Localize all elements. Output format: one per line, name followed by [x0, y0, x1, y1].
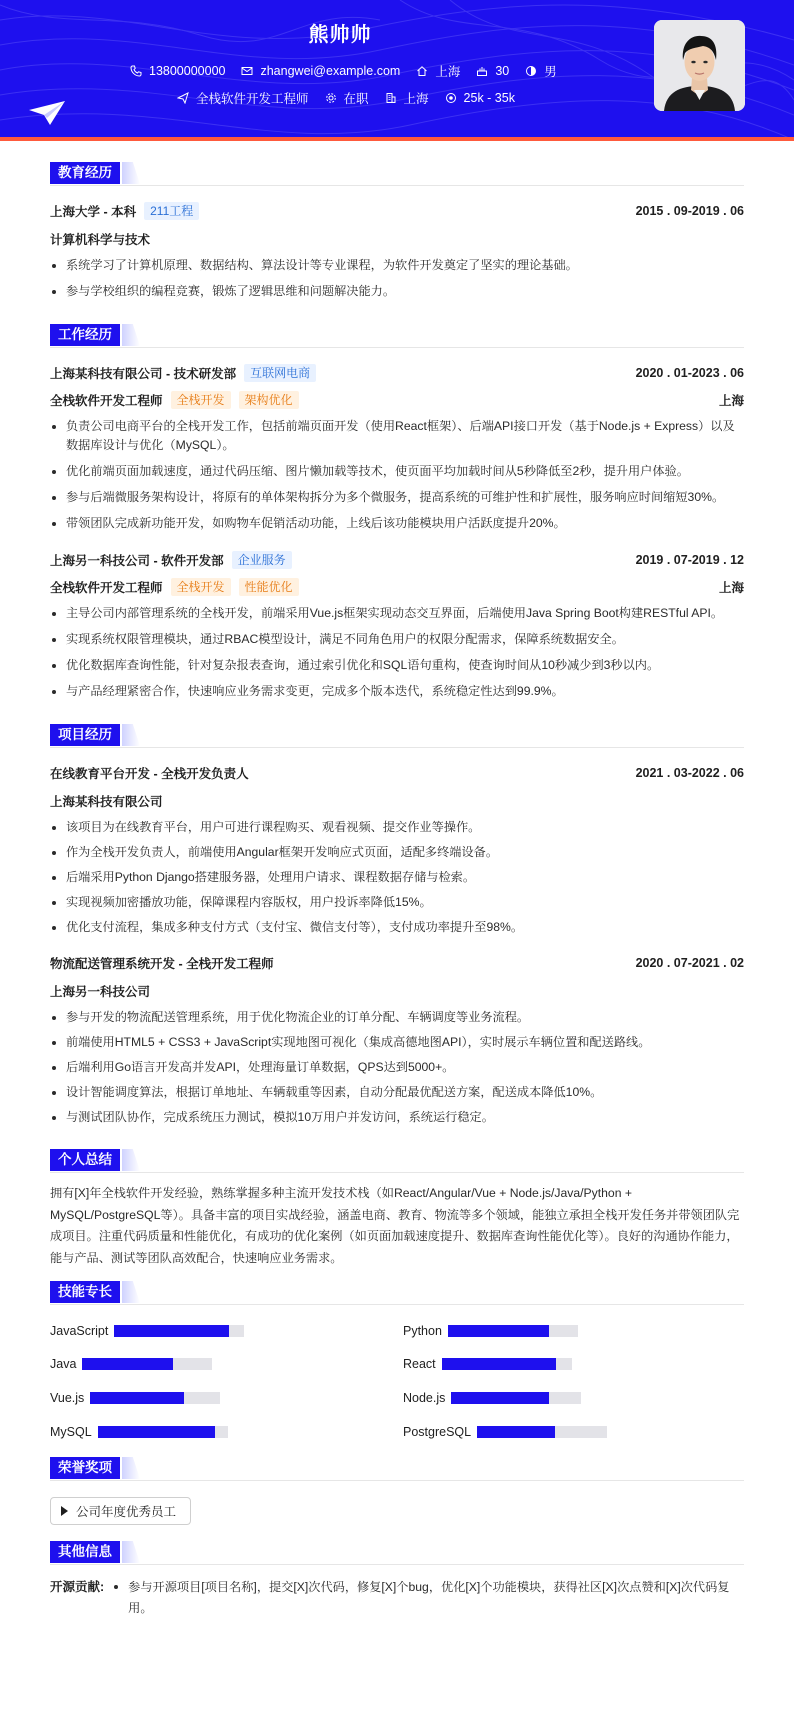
skill-bar-fill	[448, 1325, 549, 1337]
skill-bar-fill	[451, 1392, 549, 1404]
list-item: 后端利用Go语言开发高并发API，处理海量订单数据，QPS达到5000+。	[50, 1058, 744, 1077]
project-company: 上海另一科技公司	[50, 985, 151, 999]
section-title-label: 其他信息	[50, 1541, 120, 1563]
skill-name: Java	[50, 1357, 77, 1371]
resume-body	[50, 162, 744, 1619]
skill-tag: 全栈开发	[171, 391, 231, 409]
status-text: 在职	[343, 92, 369, 106]
contact-info-row	[130, 62, 573, 80]
skill-item	[403, 1424, 607, 1440]
award-name: 公司年度优秀员工	[76, 1505, 177, 1519]
list-item: 主导公司内部管理系统的全栈开发，前端采用Vue.js框架实现动态交互界面，后端使用Java Spring Boot构建RESTful API。	[50, 604, 744, 623]
section-title-projects	[50, 724, 744, 748]
list-item: 参与学校组织的编程竞赛，锻炼了逻辑思维和问题解决能力。	[50, 282, 744, 301]
email-item	[241, 64, 400, 78]
section-title-work	[50, 324, 744, 348]
skill-name: JavaScript	[50, 1324, 109, 1338]
section-title-decoration	[122, 1149, 140, 1171]
gender-icon	[525, 65, 537, 77]
list-item: 优化支付流程，集成多种支付方式（支付宝、微信支付等），支付成功率提升至98%。	[50, 918, 744, 937]
header-accent-line	[0, 137, 794, 141]
education-bullets	[50, 256, 744, 301]
resume-header	[0, 0, 794, 141]
skill-item	[50, 1356, 212, 1372]
work-city-text: 上海	[403, 92, 429, 106]
section-title-decoration	[122, 1457, 140, 1479]
education-header-row	[50, 202, 744, 220]
age-item	[476, 64, 509, 78]
skill-item	[50, 1390, 220, 1406]
section-title-label: 教育经历	[50, 162, 120, 184]
list-item: 作为全栈开发负责人，前端使用Angular框架开发响应式页面，适配多终端设备。	[50, 843, 744, 862]
work-role-row	[50, 391, 744, 409]
skill-name: Node.js	[403, 1391, 446, 1405]
project-header-row	[50, 764, 744, 782]
section-title-skills	[50, 1281, 744, 1305]
section-title-decoration	[122, 1541, 140, 1563]
skill-item	[403, 1390, 581, 1406]
project-company: 上海某科技有限公司	[50, 795, 163, 809]
work-header-row	[50, 364, 744, 382]
skill-item	[403, 1323, 578, 1339]
caret-right-icon	[61, 1506, 68, 1516]
avatar-photo	[654, 20, 745, 111]
list-item: 后端采用Python Django搭建服务器，处理用户请求、课程数据存储与检索。	[50, 868, 744, 887]
gender-text: 男	[544, 65, 557, 79]
project-date: 2021 . 03-2022 . 06	[635, 766, 744, 780]
list-item: 参与后端微服务架构设计，将原有的单体架构拆分为多个微服务，提高系统的可维护性和扩展性，服务响应时间缩短30%。	[50, 488, 744, 507]
open-source-row	[50, 1577, 744, 1619]
project-name: 物流配送管理系统开发 - 全栈开发工程师	[50, 957, 274, 971]
section-title-other	[50, 1541, 744, 1565]
skill-item	[50, 1323, 244, 1339]
list-item: 与测试团队协作，完成系统压力测试，模拟10万用户并发访问，系统运行稳定。	[50, 1108, 744, 1127]
city-text: 上海	[435, 65, 461, 79]
open-source-label: 开源贡献:	[50, 1580, 105, 1594]
phone-item	[130, 64, 225, 78]
paper-plane-icon	[28, 100, 66, 126]
skill-tag: 全栈开发	[171, 578, 231, 596]
list-item: 实现系统权限管理模块，通过RBAC模型设计，满足不同角色用户的权限分配需求，保障系统数据安全。	[50, 630, 744, 649]
skill-bar	[82, 1358, 212, 1370]
project-name: 在线教育平台开发 - 全栈开发负责人	[50, 767, 249, 781]
open-source-bullets	[112, 1577, 744, 1619]
skill-bar	[90, 1392, 220, 1404]
skill-tag: 架构优化	[239, 391, 299, 409]
section-title-label: 个人总结	[50, 1149, 120, 1171]
section-title-label: 技能专长	[50, 1281, 120, 1303]
section-title-awards	[50, 1457, 744, 1481]
section-title-summary	[50, 1149, 744, 1173]
list-item: 与产品经理紧密合作，快速响应业务需求变更，完成多个版本迭代，系统稳定性达到99.9%。	[50, 682, 744, 701]
work-date: 2020 . 01-2023 . 06	[635, 366, 744, 380]
skill-bar-fill	[477, 1426, 555, 1438]
work-city-item	[385, 89, 429, 107]
list-item: 优化数据库查询性能，针对复杂报表查询，通过索引优化和SQL语句重构，使查询时间从10秒减少到3秒以内。	[50, 656, 744, 675]
list-item: 参与开源项目[项目名称]，提交[X]次代码，修复[X]个bug，优化[X]个功能模块，获得社区[X]次点赞和[X]次代码复用。	[112, 1577, 744, 1619]
section-title-education	[50, 162, 744, 186]
gender-item	[525, 62, 557, 80]
skill-bar	[477, 1426, 607, 1438]
list-item: 该项目为在线教育平台，用户可进行课程购买、观看视频、提交作业等操作。	[50, 818, 744, 837]
section-title-decoration	[122, 724, 140, 746]
skill-bar-fill	[82, 1358, 173, 1370]
skill-bar	[451, 1392, 581, 1404]
skill-bar-fill	[90, 1392, 184, 1404]
skill-bar	[448, 1325, 578, 1337]
work-bullets	[50, 417, 744, 533]
job-intent-row	[177, 89, 531, 107]
project-bullets	[50, 818, 744, 937]
industry-tag: 互联网电商	[244, 364, 316, 382]
phone-icon	[130, 65, 142, 77]
skill-bar	[442, 1358, 572, 1370]
school-name: 上海大学 - 本科	[50, 205, 137, 219]
list-item: 负责公司电商平台的全栈开发工作，包括前端页面开发（使用React框架）、后端API接口开发（基于Node.js + Express）以及数据库设计与优化（MySQL）。	[50, 417, 744, 455]
company-name: 上海另一科技公司 - 软件开发部	[50, 554, 224, 568]
list-item: 带领团队完成新功能开发，如购物车促销活动功能，上线后该功能模块用户活跃度提升20%。	[50, 514, 744, 533]
list-item: 参与开发的物流配送管理系统，用于优化物流企业的订单分配、车辆调度等业务流程。	[50, 1008, 744, 1027]
skill-bar-fill	[98, 1426, 215, 1438]
project-date: 2020 . 07-2021 . 02	[635, 956, 744, 970]
skill-bar-fill	[114, 1325, 228, 1337]
home-icon	[416, 65, 428, 77]
major-name: 计算机科学与技术	[50, 233, 151, 247]
summary-text: 拥有[X]年全栈软件开发经验，熟练掌握多种主流开发技术栈（如React/Angular/Vue + Node.js/Java/Python + MySQL/PostgreSQL等）。具备丰富的项目实战经验，涵盖电商、教育、物流等多个领域，能独立承担全栈开发任务并带领团队完成项目。注重代码质量和性能优化，有成功的优化案例（如页面加载速度提升、数据库查询性能优化等）。良好的沟通协作能力，能与产品、测试等团队高效配合，快速响应业务需求。	[50, 1186, 740, 1265]
list-item: 设计智能调度算法，根据订单地址、车辆载重等因素，自动分配最优配送方案，配送成本降低10%。	[50, 1083, 744, 1102]
section-title-label: 工作经历	[50, 324, 120, 346]
status-item	[325, 89, 369, 107]
work-role-row	[50, 578, 744, 596]
industry-tag: 企业服务	[232, 551, 292, 569]
company-name: 上海某科技有限公司 - 技术研发部	[50, 367, 237, 381]
skill-item	[50, 1424, 228, 1440]
city-item	[416, 62, 460, 80]
skill-bar	[98, 1426, 228, 1438]
award-item	[50, 1497, 191, 1525]
work-city: 上海	[718, 581, 744, 595]
skill-name: PostgreSQL	[403, 1425, 472, 1439]
skill-tag: 性能优化	[239, 578, 299, 596]
education-date: 2015 . 09-2019 . 06	[635, 204, 744, 218]
list-item: 实现视频加密播放功能，保障课程内容版权，用户投诉率降低15%。	[50, 893, 744, 912]
work-bullets	[50, 604, 744, 701]
skills-grid	[50, 1323, 744, 1443]
job-role: 全栈软件开发工程师	[50, 394, 163, 408]
section-title-label: 项目经历	[50, 724, 120, 746]
school-tag: 211工程	[144, 202, 199, 220]
gear-icon	[325, 92, 337, 104]
job-role: 全栈软件开发工程师	[50, 581, 163, 595]
work-date: 2019 . 07-2019 . 12	[635, 553, 744, 567]
skill-name: Python	[403, 1324, 442, 1338]
work-header-row	[50, 551, 744, 569]
age-text: 30	[495, 64, 510, 78]
salary-item	[445, 91, 515, 105]
list-item: 前端使用HTML5 + CSS3 + JavaScript实现地图可视化（集成高德地图API），实时展示车辆位置和配送路线。	[50, 1033, 744, 1052]
project-header-row	[50, 954, 744, 972]
section-title-decoration	[122, 1281, 140, 1303]
skill-bar-fill	[442, 1358, 556, 1370]
avatar	[654, 20, 745, 111]
list-item: 优化前端页面加载速度，通过代码压缩、图片懒加载等技术，使页面平均加载时间从5秒降低至2秒，提升用户体验。	[50, 462, 744, 481]
building-icon	[385, 92, 397, 104]
list-item: 系统学习了计算机原理、数据结构、算法设计等专业课程，为软件开发奠定了坚实的理论基础。	[50, 256, 744, 275]
email-text: zhangwei@example.com	[260, 64, 401, 78]
skill-bar	[114, 1325, 244, 1337]
salary-text: 25k - 35k	[463, 91, 515, 105]
section-title-label: 荣誉奖项	[50, 1457, 120, 1479]
position-item	[177, 89, 309, 107]
candidate-name: 熊帅帅	[308, 24, 372, 46]
send-icon	[177, 92, 189, 104]
skill-name: React	[403, 1357, 436, 1371]
project-bullets	[50, 1008, 744, 1127]
phone-text: 13800000000	[149, 64, 226, 78]
work-city: 上海	[718, 394, 744, 408]
section-title-decoration	[122, 162, 140, 184]
position-text: 全栈软件开发工程师	[196, 92, 309, 106]
skill-name: MySQL	[50, 1425, 92, 1439]
coin-icon	[445, 92, 457, 104]
skill-item	[403, 1356, 572, 1372]
section-title-decoration	[122, 324, 140, 346]
skill-name: Vue.js	[50, 1391, 85, 1405]
cake-icon	[476, 65, 488, 77]
email-icon	[241, 65, 253, 77]
